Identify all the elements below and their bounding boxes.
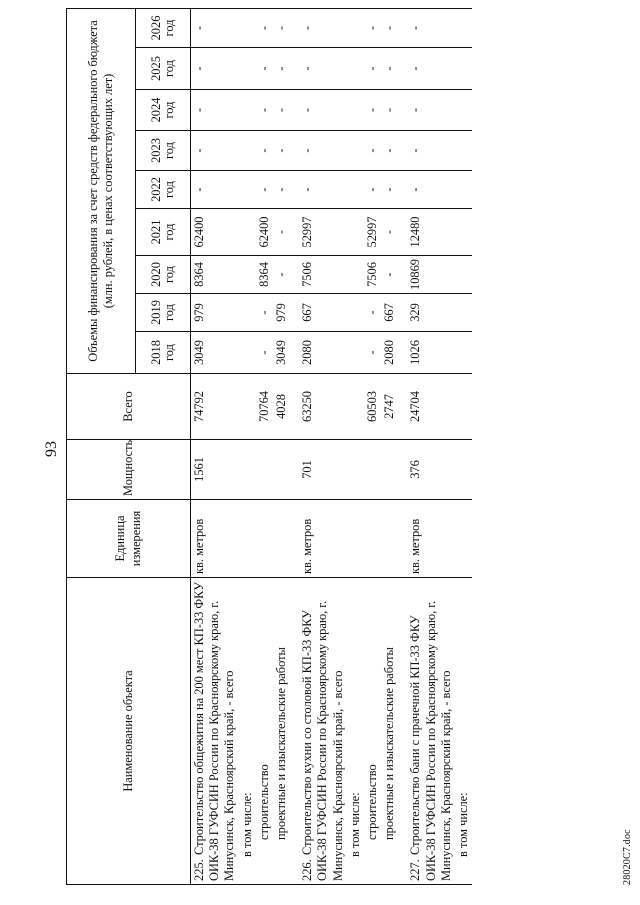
year-value-cell: - (299, 48, 347, 90)
year-value-cell: - (381, 8, 398, 47)
header-year-suffix: год (162, 223, 176, 241)
year-value-cell: 3049 (273, 332, 290, 374)
header-year-2024 (136, 90, 191, 131)
year-value-cell: - (364, 8, 381, 47)
empty-cell (347, 48, 364, 90)
total-cell: 4028 (273, 374, 290, 440)
row-gap (398, 8, 407, 884)
header-year-suffix: год (162, 266, 176, 283)
empty-cell (455, 332, 472, 374)
object-name: Строительство кухни со столовой КП-33 ФКУ ОИК-38 ГУФСИН России по Красноярскому краю, г. Минусинск, Красноярский край, - всего (300, 600, 345, 881)
year-value-cell: - (191, 171, 239, 209)
object-name-cell (299, 578, 347, 885)
object-name-cell (191, 578, 239, 885)
header-funding: Объемы финансирования за счет средств федерального бюджета (млн. рублей, в ценах соответствующих лет) (67, 8, 136, 373)
empty-cell (455, 500, 472, 578)
year-value-cell: 7506 (364, 256, 381, 294)
year-value-cell: 979 (191, 294, 239, 332)
year-value-cell: 979 (273, 294, 290, 332)
table-row (239, 8, 256, 884)
capacity-cell: 701 (299, 440, 347, 500)
year-value-cell: - (299, 8, 347, 47)
header-year-value: 2018 (149, 340, 163, 365)
header-year-suffix: год (162, 344, 176, 361)
year-value-cell: 1026 (407, 332, 455, 374)
year-value-cell: - (364, 332, 381, 374)
header-year-2026 (136, 8, 191, 47)
header-year-suffix: год (162, 101, 176, 119)
year-value-cell: - (273, 48, 290, 90)
object-name-cell (407, 578, 455, 885)
gap-cell (398, 131, 407, 171)
year-value-cell: - (381, 131, 398, 171)
year-value-cell: - (273, 131, 290, 171)
empty-cell (455, 48, 472, 90)
year-value-cell: - (364, 90, 381, 131)
empty-cell (347, 374, 364, 440)
year-value-cell: - (273, 90, 290, 131)
year-value-cell: - (381, 48, 398, 90)
table-row (347, 8, 364, 884)
empty-cell (239, 256, 256, 294)
gap-cell (398, 440, 407, 500)
header-year-2019 (136, 294, 191, 332)
header-year-2020 (136, 256, 191, 294)
table-row (256, 8, 273, 884)
header-year-value: 2021 (149, 219, 163, 245)
gap-cell (398, 48, 407, 90)
gap-cell (290, 500, 299, 578)
funding-table (66, 8, 472, 885)
year-value-cell: 62400 (191, 209, 239, 256)
empty-cell (239, 374, 256, 440)
year-value-cell: 62400 (256, 209, 273, 256)
unit-cell: кв. метров (191, 500, 239, 578)
year-value-cell: - (256, 8, 273, 47)
including-label: в том числе: (455, 578, 472, 885)
table-body (191, 8, 473, 884)
year-value-cell: - (381, 171, 398, 209)
gap-cell (398, 90, 407, 131)
header-year-value: 2026 (149, 15, 163, 41)
year-value-cell: - (407, 131, 455, 171)
header-year-2025 (136, 48, 191, 90)
gap-cell (290, 171, 299, 209)
total-cell: 60503 (364, 374, 381, 440)
table-row (381, 8, 398, 884)
empty-cell (239, 131, 256, 171)
gap-cell (398, 374, 407, 440)
gap-cell (398, 256, 407, 294)
gap-cell (290, 440, 299, 500)
year-value-cell: 12480 (407, 209, 455, 256)
year-value-cell: 7506 (299, 256, 347, 294)
empty-cell (239, 294, 256, 332)
empty-cell (239, 171, 256, 209)
including-label: в том числе: (347, 578, 364, 885)
header-year-value: 2022 (149, 177, 163, 202)
header-year-2018 (136, 332, 191, 374)
sub-item-name: проектные и изыскательские работы (381, 578, 398, 885)
object-name: Строительство бани с прачечной КП-33 ФКУ ОИК-38 ГУФСИН России по Красноярскому краю, г. Минусинск, Красноярский край, - всего (408, 600, 453, 881)
empty-cell (455, 209, 472, 256)
gap-cell (290, 578, 299, 885)
sub-item-name: строительство (364, 578, 381, 885)
header-year-value: 2020 (149, 262, 163, 287)
year-value-cell: - (256, 171, 273, 209)
year-value-cell: - (191, 90, 239, 131)
header-name: Наименование объекта (67, 578, 191, 885)
header-year-suffix: год (162, 142, 176, 159)
year-value-cell: - (191, 8, 239, 47)
year-value-cell: - (364, 171, 381, 209)
row-gap (290, 8, 299, 884)
header-year-value: 2019 (149, 300, 163, 325)
year-value-cell: - (364, 48, 381, 90)
object-name: Строительство общежития на 200 мест КП-33 ФКУ ОИК-38 ГУФСИН России по Красноярскому краю, г. Минусинск, Красноярский край, - всего (192, 582, 237, 881)
capacity-cell (381, 440, 398, 500)
empty-cell (239, 8, 256, 47)
year-value-cell: - (191, 131, 239, 171)
including-label: в том числе: (239, 578, 256, 885)
empty-cell (455, 8, 472, 47)
gap-cell (398, 171, 407, 209)
year-value-cell: - (273, 209, 290, 256)
header-capacity: Мощность (67, 440, 191, 500)
table-row (407, 8, 455, 884)
year-value-cell: - (273, 256, 290, 294)
year-value-cell: 2080 (381, 332, 398, 374)
year-value-cell: 329 (407, 294, 455, 332)
empty-cell (347, 294, 364, 332)
unit-cell (381, 500, 398, 578)
header-year-2021 (136, 209, 191, 256)
header-year-2022 (136, 171, 191, 209)
empty-cell (455, 171, 472, 209)
empty-cell (347, 209, 364, 256)
capacity-cell (256, 440, 273, 500)
unit-cell: кв. метров (407, 500, 455, 578)
empty-cell (239, 500, 256, 578)
year-value-cell: - (299, 171, 347, 209)
year-value-cell: - (256, 131, 273, 171)
total-cell: 70764 (256, 374, 273, 440)
gap-cell (290, 256, 299, 294)
year-value-cell: - (273, 171, 290, 209)
empty-cell (455, 374, 472, 440)
header-year-suffix: год (162, 60, 176, 77)
empty-cell (347, 332, 364, 374)
year-value-cell: - (191, 48, 239, 90)
year-value-cell: 52997 (299, 209, 347, 256)
year-value-cell: - (256, 332, 273, 374)
header-year-value: 2025 (149, 56, 163, 81)
empty-cell (239, 48, 256, 90)
object-number: 226. (300, 859, 315, 881)
gap-cell (290, 48, 299, 90)
year-value-cell: - (381, 256, 398, 294)
year-value-cell: - (256, 90, 273, 131)
year-value-cell: 8364 (256, 256, 273, 294)
empty-cell (239, 332, 256, 374)
empty-cell (347, 440, 364, 500)
gap-cell (398, 8, 407, 47)
empty-cell (455, 256, 472, 294)
document-code: 28020С7.doc (622, 829, 633, 885)
header-year-2023 (136, 131, 191, 171)
header-year-suffix: год (162, 181, 176, 198)
gap-cell (290, 90, 299, 131)
gap-cell (290, 294, 299, 332)
capacity-cell: 1561 (191, 440, 239, 500)
empty-cell (455, 294, 472, 332)
year-value-cell: - (381, 209, 398, 256)
header-year-suffix: год (162, 304, 176, 321)
gap-cell (398, 294, 407, 332)
year-value-cell: 10869 (407, 256, 455, 294)
empty-cell (239, 209, 256, 256)
empty-cell (455, 440, 472, 500)
year-value-cell: 667 (299, 294, 347, 332)
gap-cell (398, 578, 407, 885)
object-number: 225. (192, 859, 206, 881)
year-value-cell: - (381, 90, 398, 131)
year-value-cell: - (407, 90, 455, 131)
table-row (191, 8, 239, 884)
empty-cell (239, 90, 256, 131)
total-cell: 2747 (381, 374, 398, 440)
empty-cell (455, 90, 472, 131)
year-value-cell: - (364, 294, 381, 332)
gap-cell (290, 8, 299, 47)
capacity-cell: 376 (407, 440, 455, 500)
year-value-cell: - (364, 131, 381, 171)
year-value-cell: - (407, 171, 455, 209)
gap-cell (290, 209, 299, 256)
total-cell: 63250 (299, 374, 347, 440)
year-value-cell: - (256, 294, 273, 332)
table-row (299, 8, 347, 884)
empty-cell (455, 131, 472, 171)
year-value-cell: - (256, 48, 273, 90)
empty-cell (347, 500, 364, 578)
header-total: Всего (67, 374, 191, 440)
year-value-cell: 667 (381, 294, 398, 332)
year-value-cell: 2080 (299, 332, 347, 374)
year-value-cell: 3049 (191, 332, 239, 374)
table-row (273, 8, 290, 884)
empty-cell (347, 256, 364, 294)
empty-cell (239, 440, 256, 500)
unit-cell: кв. метров (299, 500, 347, 578)
header-year-value: 2023 (149, 138, 163, 163)
year-value-cell: - (407, 48, 455, 90)
object-number: 227. (408, 859, 423, 881)
gap-cell (290, 131, 299, 171)
year-value-cell: - (273, 8, 290, 47)
total-cell: 24704 (407, 374, 455, 440)
sub-item-name: проектные и изыскательские работы (273, 578, 290, 885)
year-value-cell: - (299, 131, 347, 171)
capacity-cell (273, 440, 290, 500)
capacity-cell (364, 440, 381, 500)
gap-cell (398, 209, 407, 256)
total-cell: 74792 (191, 374, 239, 440)
year-value-cell: - (407, 8, 455, 47)
header-year-value: 2024 (149, 97, 163, 123)
page-number: 93 (43, 441, 60, 457)
header-unit: Единица измерения (67, 500, 191, 578)
empty-cell (347, 8, 364, 47)
header-year-suffix: год (162, 19, 176, 37)
unit-cell (364, 500, 381, 578)
unit-cell (256, 500, 273, 578)
empty-cell (347, 131, 364, 171)
empty-cell (347, 90, 364, 131)
gap-cell (290, 332, 299, 374)
gap-cell (398, 500, 407, 578)
table-row (364, 8, 381, 884)
year-value-cell: 52997 (364, 209, 381, 256)
unit-cell (273, 500, 290, 578)
empty-cell (347, 171, 364, 209)
gap-cell (290, 374, 299, 440)
year-value-cell: - (299, 90, 347, 131)
gap-cell (398, 332, 407, 374)
table-row (455, 8, 472, 884)
sub-item-name: строительство (256, 578, 273, 885)
year-value-cell: 8364 (191, 256, 239, 294)
